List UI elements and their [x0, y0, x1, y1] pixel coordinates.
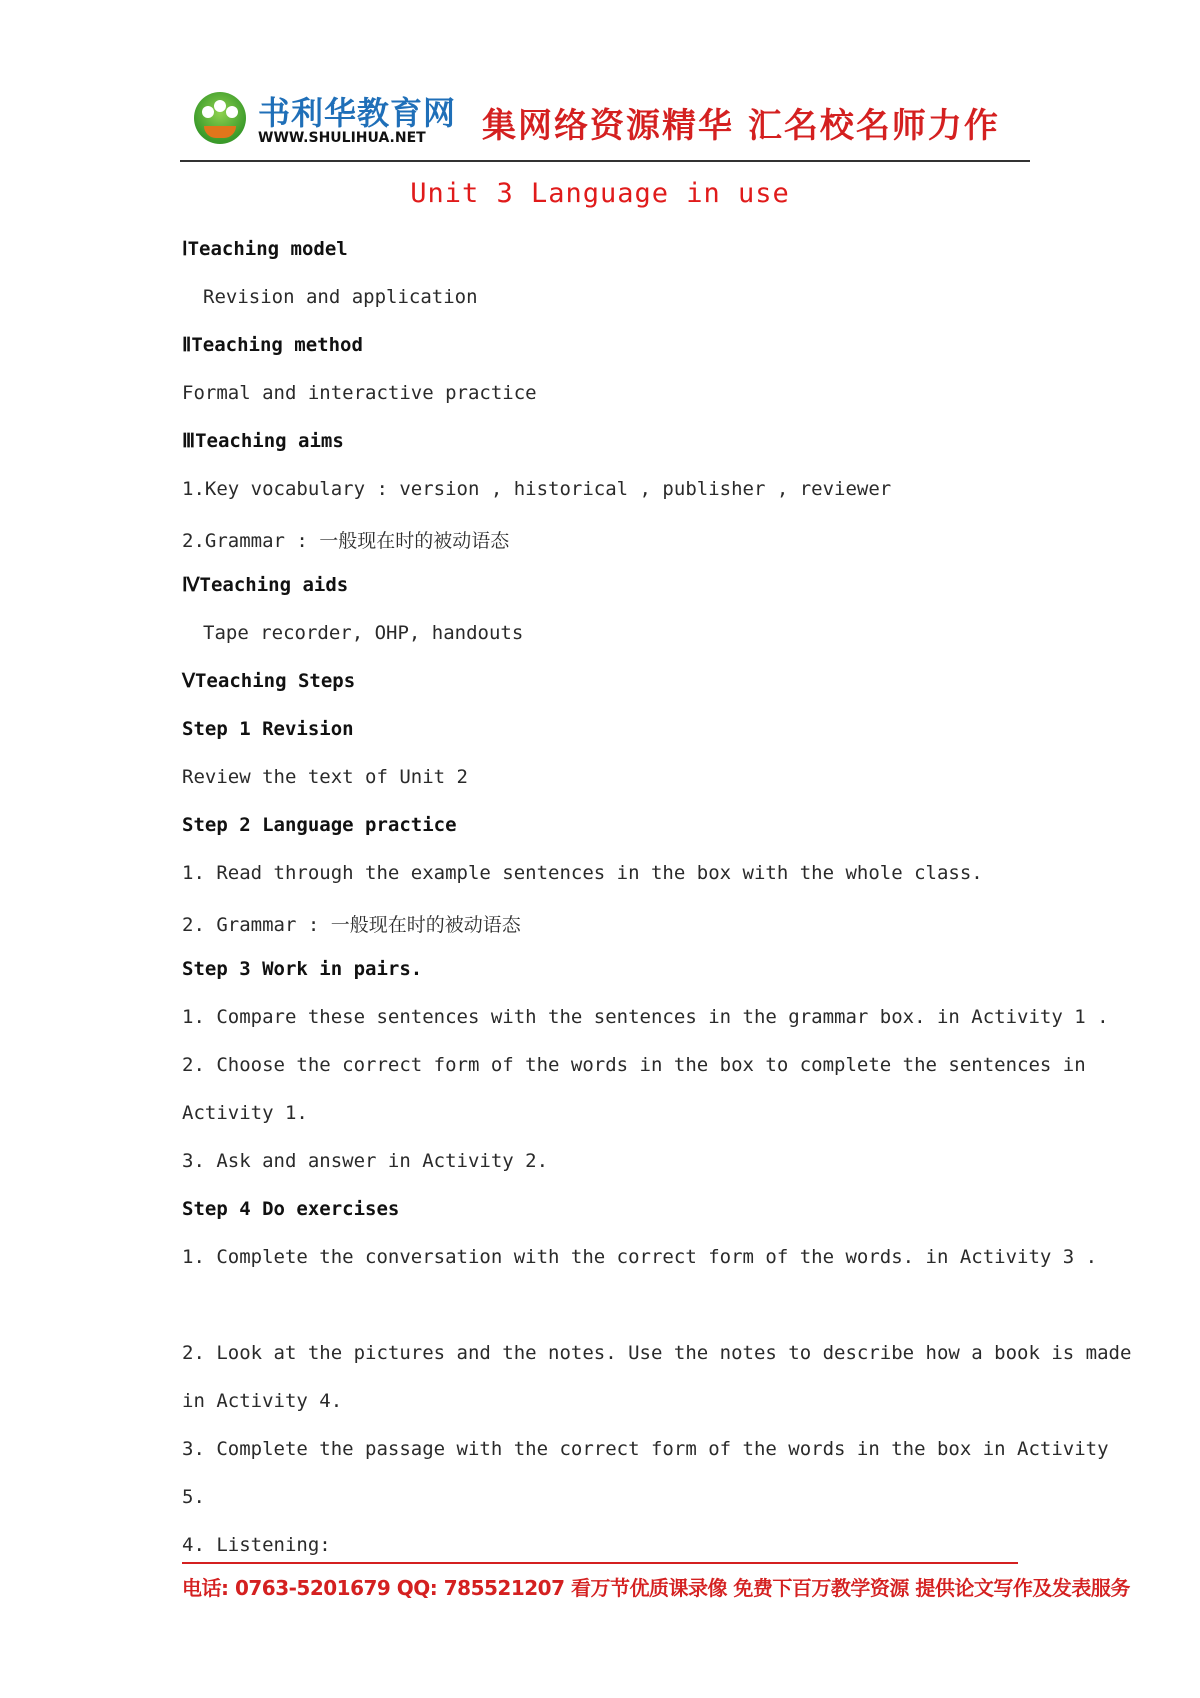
aims-item-grammar: 2.Grammar : 一般现在时的被动语态 [182, 530, 510, 552]
section-text-model: Revision and application [203, 286, 478, 308]
section-heading-aids: ⅣTeaching aids [182, 574, 349, 596]
section-heading-aims: ⅢTeaching aims [182, 430, 344, 452]
header-divider [180, 160, 1030, 162]
step3-heading: Step 3 Work in pairs. [182, 958, 423, 980]
section-text-aids: Tape recorder, OHP, handouts [203, 622, 524, 644]
section-text-method: Formal and interactive practice [182, 382, 537, 404]
step2-item-1: 1. Read through the example sentences in the box with the whole class. [182, 862, 983, 884]
step4-item-4: 4. Listening: [182, 1534, 331, 1556]
step4-item-2-line1: 2. Look at the pictures and the notes. Use the notes to describe how a book is made [182, 1342, 1132, 1364]
step4-item-3-line2: 5. [182, 1486, 205, 1508]
step4-heading: Step 4 Do exercises [182, 1198, 400, 1220]
step3-item-1: 1. Compare these sentences with the sentences in the grammar box. in Activity 1 . [182, 1006, 1109, 1028]
header-slogan: 集网络资源精华 汇名校名师力作 [482, 106, 1000, 146]
step1-heading: Step 1 Revision [182, 718, 354, 740]
step4-item-1: 1. Complete the conversation with the correct form of the words. in Activity 3 . [182, 1246, 1098, 1268]
step3-item-2-line1: 2. Choose the correct form of the words in the box to complete the sentences in [182, 1054, 1086, 1076]
step1-text: Review the text of Unit 2 [182, 766, 468, 788]
page-title: Unit 3 Language in use [410, 178, 790, 209]
step2-item-2: 2. Grammar : 一般现在时的被动语态 [182, 914, 521, 936]
section-heading-model: ⅠTeaching model [182, 238, 348, 260]
step4-item-3-line1: 3. Complete the passage with the correct form of the words in the box in Activity [182, 1438, 1109, 1460]
footer-divider [182, 1562, 1018, 1564]
step4-item-2-line2: in Activity 4. [182, 1390, 343, 1412]
site-header [182, 86, 1040, 156]
step3-item-3: 3. Ask and answer in Activity 2. [182, 1150, 549, 1172]
section-heading-steps: ⅤTeaching Steps [182, 670, 356, 692]
logo-icon [194, 92, 246, 144]
step2-heading: Step 2 Language practice [182, 814, 457, 836]
brand-url: WWW.SHULIHUA.NET [258, 130, 426, 146]
section-heading-method: ⅡTeaching method [182, 334, 363, 356]
brand-name: 书利华教育网 [258, 94, 457, 132]
step3-item-2-line2: Activity 1. [182, 1102, 308, 1124]
footer-contact: 电话: 0763-5201679 QQ: 785521207 看万节优质课录像 免费下百万教学资源 提供论文写作及发表服务 [182, 1576, 1130, 1600]
aims-item-vocabulary: 1.Key vocabulary : version , historical , publisher , reviewer [182, 478, 892, 500]
